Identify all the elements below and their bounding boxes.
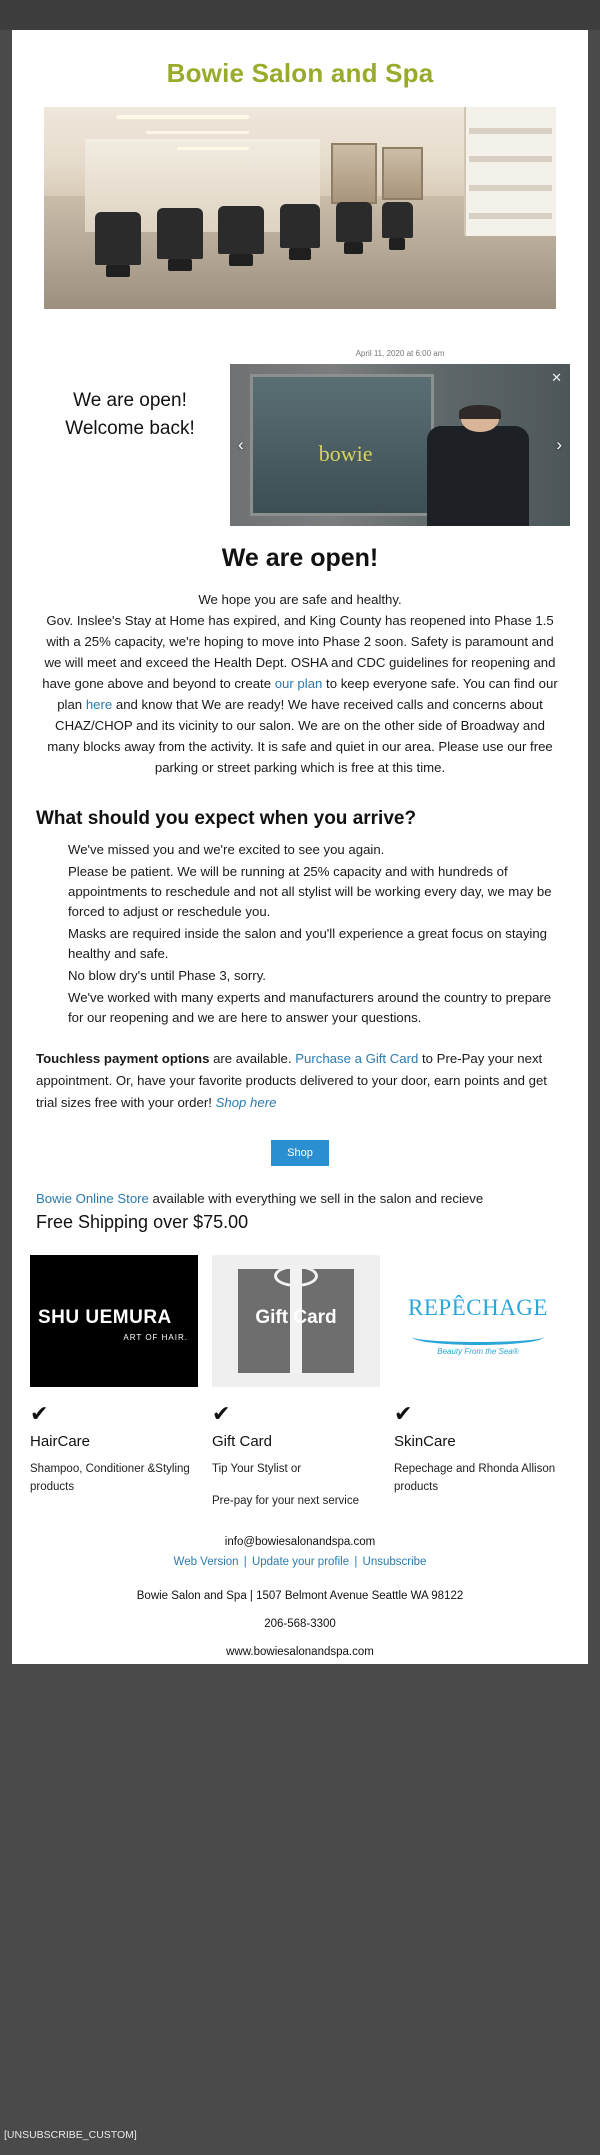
repechage-tagline: Beauty From the Sea®: [437, 1347, 519, 1356]
hero-mirror: [382, 147, 423, 200]
card-haircare[interactable]: [30, 1255, 198, 1510]
footer-links: [12, 1548, 588, 1568]
paragraph-health: We hope you are safe and healthy.: [198, 592, 402, 607]
free-shipping-text: Free Shipping over $75.00: [36, 1212, 249, 1232]
online-store-line: [12, 1188, 588, 1210]
business-phone: 206-568-3300: [264, 1618, 336, 1630]
card-description: Repechage and Rhonda Allison products: [394, 1463, 556, 1493]
expect-list: [12, 840, 588, 1028]
chevron-right-icon[interactable]: ›: [556, 435, 562, 454]
list-item: No blow dry's until Phase 3, sorry.: [68, 968, 266, 983]
gift-bow: [274, 1265, 318, 1287]
check-icon: ✔: [212, 1401, 231, 1426]
top-chrome-bar: [0, 0, 600, 30]
salon-sign-text: bowie: [318, 441, 373, 467]
gift-card-label: Gift Card: [255, 1307, 337, 1328]
expect-heading: What should you expect when you arrive?: [36, 808, 417, 829]
salon-interior-photo: [44, 107, 556, 309]
list-item: We've missed you and we're excited to see you again.: [68, 842, 385, 857]
paragraph-reopening-part-2: to keep everyone safe. You can find our plan: [57, 676, 558, 712]
person-hair: [459, 405, 500, 420]
list-item: Masks are required inside the salon and you'll experience a great focus on staying healthy and safe.: [68, 926, 548, 961]
update-profile-link[interactable]: Update your profile: [251, 1556, 350, 1568]
hero-salon-chair: [382, 202, 413, 238]
announcement-text: [30, 349, 230, 443]
hero-salon-chair: [280, 204, 321, 248]
here-link[interactable]: here: [85, 697, 113, 712]
hero-salon-chair: [336, 202, 372, 242]
card-skincare[interactable]: [394, 1255, 562, 1510]
hero-product-shelving: [464, 107, 556, 236]
card-description: Shampoo, Conditioner &Styling products: [30, 1463, 190, 1493]
shop-here-link[interactable]: Shop here: [215, 1095, 277, 1110]
touchless-text-a: are available.: [209, 1051, 296, 1066]
repechage-brand-name: REPÊCHAGE: [408, 1295, 548, 1320]
card-title: Gift Card: [212, 1433, 273, 1450]
our-plan-link[interactable]: our plan: [274, 676, 323, 691]
card-title: HairCare: [30, 1433, 91, 1450]
hero-light: [146, 131, 248, 134]
gift-card-image: [212, 1255, 380, 1387]
slide-timestamp: April 11, 2020 at 6:00 am: [355, 349, 445, 358]
footer-separator-1: |: [243, 1556, 247, 1568]
email-footer: [12, 1510, 588, 1658]
list-item: We've worked with many experts and manufacturers around the country to prepare for our reopening and we are here to answer your questions.: [68, 990, 552, 1025]
business-address: Bowie Salon and Spa | 1507 Belmont Avenue Seattle WA 98122: [136, 1590, 464, 1602]
unsubscribe-placeholder-text: [UNSUBSCRIBE_CUSTOM]: [4, 2129, 137, 2141]
announcement-line-1: We are open!: [73, 390, 187, 411]
touchless-payment-paragraph: [12, 1030, 588, 1114]
check-icon: ✔: [30, 1401, 49, 1426]
card-gift-card[interactable]: [212, 1255, 380, 1510]
shu-brand-name: SHU UEMURA: [38, 1307, 172, 1328]
repechage-logo: [394, 1255, 562, 1387]
card-description-line-1: Tip Your Stylist or: [212, 1463, 302, 1475]
announcement-row: [12, 349, 588, 526]
bowie-online-store-link[interactable]: Bowie Online Store: [36, 1191, 149, 1206]
email-body: [12, 30, 588, 1664]
paragraph-reopening-part-1: Gov. Inslee's Stay at Home has expired, and King County has reopened into Phase 1.5 with a 25% capacity, we're hoping to move into Phase 2 soon. Safety is paramount and we will meet and exceed the Health Dept. OSHA and CDC guidelines for reopening and have gone above and beyond to create: [42, 613, 556, 691]
unsubscribe-link[interactable]: Unsubscribe: [362, 1556, 427, 1568]
shu-uemura-logo: [30, 1255, 198, 1387]
hero-light: [177, 147, 249, 150]
page-title: Bowie Salon and Spa: [166, 58, 434, 88]
footer-separator-2: |: [354, 1556, 358, 1568]
hero-salon-chair: [157, 208, 203, 259]
person-figure: [427, 426, 529, 526]
paragraph-reopening: [40, 610, 560, 778]
shop-button-container: [12, 1114, 588, 1188]
card-description-line-2: Pre-pay for your next service: [212, 1495, 360, 1507]
shop-button[interactable]: Shop: [271, 1140, 329, 1166]
paragraph-reopening-part-3: and know that We are ready! We have received calls and concerns about CHAZ/CHOP and its vicinity to our salon. We are on the other side of Broadway and many blocks away from the activity. It is safe and quiet in our area. Please use our free parking or street parking which is free at this time.: [47, 697, 553, 775]
web-version-link[interactable]: Web Version: [173, 1556, 239, 1568]
purchase-gift-card-link[interactable]: Purchase a Gift Card: [295, 1051, 419, 1066]
online-store-text: available with everything we sell in the salon and recieve: [148, 1191, 484, 1206]
contact-email: info@bowiesalonandspa.com: [224, 1536, 376, 1548]
slider-column: [230, 349, 570, 526]
product-cards: [12, 1233, 588, 1510]
hero-salon-chair: [95, 212, 141, 265]
image-slider[interactable]: [230, 364, 570, 526]
main-heading: We are open!: [221, 544, 379, 572]
list-item: Please be patient. We will be running at 25% capacity and with hundreds of appointments to reschedule and not all stylist will be working every day, we may be forced to adjust or reschedule you.: [68, 864, 552, 919]
card-title: SkinCare: [394, 1433, 456, 1450]
touchless-bold-lead: Touchless payment options: [36, 1051, 210, 1066]
touchless-text-b: to Pre-Pay your next appointment. Or, have your favorite products delivered to your door, earn points and get trial sizes free with your order!: [36, 1051, 547, 1110]
close-icon[interactable]: ✕: [551, 370, 562, 385]
announcement-line-2: Welcome back!: [65, 418, 195, 439]
hero-light: [116, 115, 249, 119]
shu-brand-tagline: ART OF HAIR.: [123, 1333, 188, 1342]
main-body-copy: [12, 589, 588, 778]
chevron-left-icon[interactable]: ‹: [238, 435, 244, 454]
hero-mirror: [331, 143, 377, 204]
check-icon: ✔: [394, 1401, 413, 1426]
wave-icon: [412, 1329, 544, 1345]
business-website: www.bowiesalonandspa.com: [226, 1646, 374, 1658]
unsubscribe-placeholder-bar: [0, 2115, 600, 2155]
hero-salon-chair: [218, 206, 264, 254]
